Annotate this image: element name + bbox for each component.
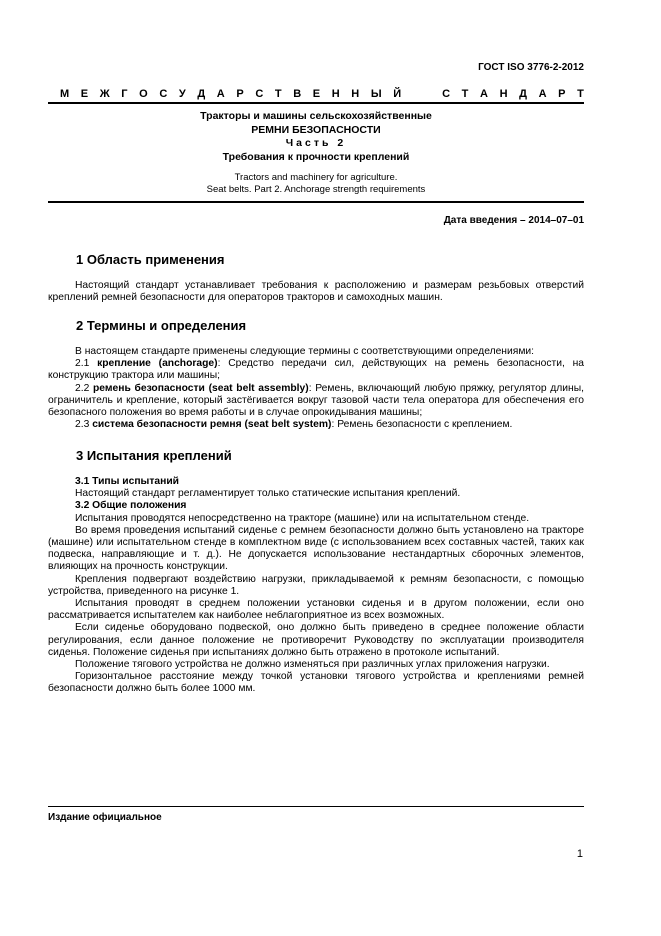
interstate-letter (413, 88, 416, 100)
interstate-letter: М (60, 88, 70, 100)
section-2-heading: 2 Термины и определения (76, 318, 247, 333)
interstate-letter: Р (558, 88, 566, 100)
interstate-letter (427, 88, 430, 100)
subsection-3-1-paragraph: Настоящий стандарт регламентирует только статические испытания креплений. (75, 488, 461, 500)
interstate-letter: А (480, 88, 488, 100)
term-2-2-definition: : Ремень, включающий любую пряжку, регулятор длины, ограничитель и крепление, который застёгивается вокруг тазовой части тела оператора для обеспечения его безопасного положения во время работы и в случае опрокидывания машины; (48, 382, 584, 419)
title-line-1: Тракторы и машины сельскохозяйственные (200, 110, 432, 122)
section-2-intro: В настоящем стандарте применены следующие термины с соответствующими определениями: (75, 346, 535, 357)
intro-date: Дата введения – 2014–07–01 (443, 215, 584, 226)
title-english (48, 172, 584, 196)
subsection-3-2-paragraph-6: Положение тягового устройства не должно изменяться при различных углах приложения нагрузки. (75, 659, 550, 671)
interstate-letter: С (159, 88, 168, 100)
title-block (48, 110, 584, 196)
interstate-letter: Т (577, 88, 584, 100)
title-line-4: Требования к прочности креплений (222, 150, 410, 163)
term-2-2-term: ремень безопасности (seat belt assembly) (93, 382, 309, 394)
title-english-line-1: Tractors and machinery for agriculture. (234, 172, 398, 183)
term-2-2-number: 2.2 (75, 382, 94, 394)
title-rule (48, 201, 584, 203)
interstate-letter: Й (393, 88, 402, 100)
interstate-standard-banner (60, 88, 584, 100)
interstate-letter: С (442, 88, 451, 100)
section-1-paragraph: Настоящий стандарт устанавливает требования к расположению и размерам резьбовых отверстий креплений ремней безопасности для операторов тракторов и самоходных машин. (48, 280, 584, 304)
term-2-1-term: крепление (anchorage) (97, 358, 218, 370)
subsection-3-2-paragraph-2: Во время проведения испытаний сиденье с ремнем безопасности должно быть установлено на тракторе (машине) или испытательном стенде в комплектном виде (с использованием всех составных частей, таких как подвеска, направляющие и т. д.). Не допускается использование нестандартных сборочных элементов, влияющих на прочность конструкции. (48, 524, 584, 573)
interstate-letter: Т (274, 88, 282, 100)
term-2-1-number: 2.1 (75, 358, 98, 370)
term-2-3-definition: : Ремень безопасности с креплением. (331, 419, 513, 431)
term-2-3-number: 2.3 (75, 419, 93, 431)
section-3-heading: 3 Испытания креплений (76, 448, 232, 463)
term-2-1 (48, 358, 584, 382)
subsection-3-1-heading: 3.1 Типы испытаний (75, 476, 179, 487)
page-number: 1 (576, 848, 583, 860)
section-1-body (48, 280, 584, 304)
interstate-letter: Т (461, 88, 469, 100)
section-2-body (48, 346, 584, 431)
subsection-3-2-paragraph-1: Испытания проводятся непосредственно на тракторе (машине) или на испытательном стенде. (75, 512, 530, 524)
interstate-letter: А (216, 88, 225, 100)
interstate-letter: В (293, 88, 302, 100)
term-2-3 (48, 419, 584, 431)
interstate-letter: Н (499, 88, 508, 100)
title-line-2: РЕМНИ БЕЗОПАСНОСТИ (251, 123, 381, 136)
subsection-3-2-paragraph-7: Горизонтальное расстояние между точкой установки тягового устройства и креплениями ремней безопасности должно быть более 1000 мм. (48, 671, 584, 695)
interstate-letter: Е (80, 88, 89, 100)
interstate-letter: Д (197, 88, 206, 100)
interstate-letter: Г (121, 88, 128, 100)
subsection-3-2-paragraph-4: Испытания проводят в среднем положении установки сиденья и в другом положении, если оно рассматривается испытателем как наиболее неблагоприятное из всех возможных. (48, 598, 584, 622)
term-2-3-term: система безопасности ремня (seat belt system) (92, 419, 332, 431)
interstate-letter: С (255, 88, 264, 100)
interstate-letter: Е (312, 88, 321, 100)
interstate-letter: Р (236, 88, 244, 100)
term-2-1-definition: : Средство передачи сил, действующих на ремень безопасности, на конструкцию трактора или машины; (48, 358, 584, 382)
interstate-letter: Д (519, 88, 527, 100)
title-english-line-2: Seat belts. Part 2. Anchorage strength requirements (206, 184, 426, 195)
header-rule (48, 102, 584, 104)
interstate-letter: А (538, 88, 547, 100)
official-edition-label: Издание официальное (48, 812, 162, 823)
title-part: Часть 2 (285, 137, 347, 149)
interstate-letter: Ж (99, 88, 110, 100)
term-2-2 (48, 383, 584, 420)
interstate-letter: Н (331, 88, 340, 100)
subsection-3-2-heading: 3.2 Общие положения (75, 500, 187, 512)
interstate-letter: О (139, 88, 148, 100)
subsection-3-2-paragraph-3: Крепления подвергают воздействию нагрузки, прикладываемой к ремням безопасности, с помощью устройства, приведенного на рисунке 1. (48, 573, 584, 597)
document-code: ГОСТ ISO 3776-2-2012 (478, 62, 584, 73)
section-1-heading: 1 Область применения (76, 252, 225, 267)
footer-rule (48, 806, 584, 807)
interstate-letter: У (178, 88, 186, 100)
section-3-body (48, 476, 584, 696)
subsection-3-2-paragraph-5: Если сиденье оборудовано подвеской, оно должно быть приведено в среднее положение области регулирования, если данное положение не противоречит Руководству по эксплуатации производителя сиденья. Положение сиденья при испытаниях должно быть отражено в протоколе испытаний. (48, 622, 584, 658)
interstate-letter: Ы (370, 88, 382, 100)
interstate-letter: Н (351, 88, 360, 100)
